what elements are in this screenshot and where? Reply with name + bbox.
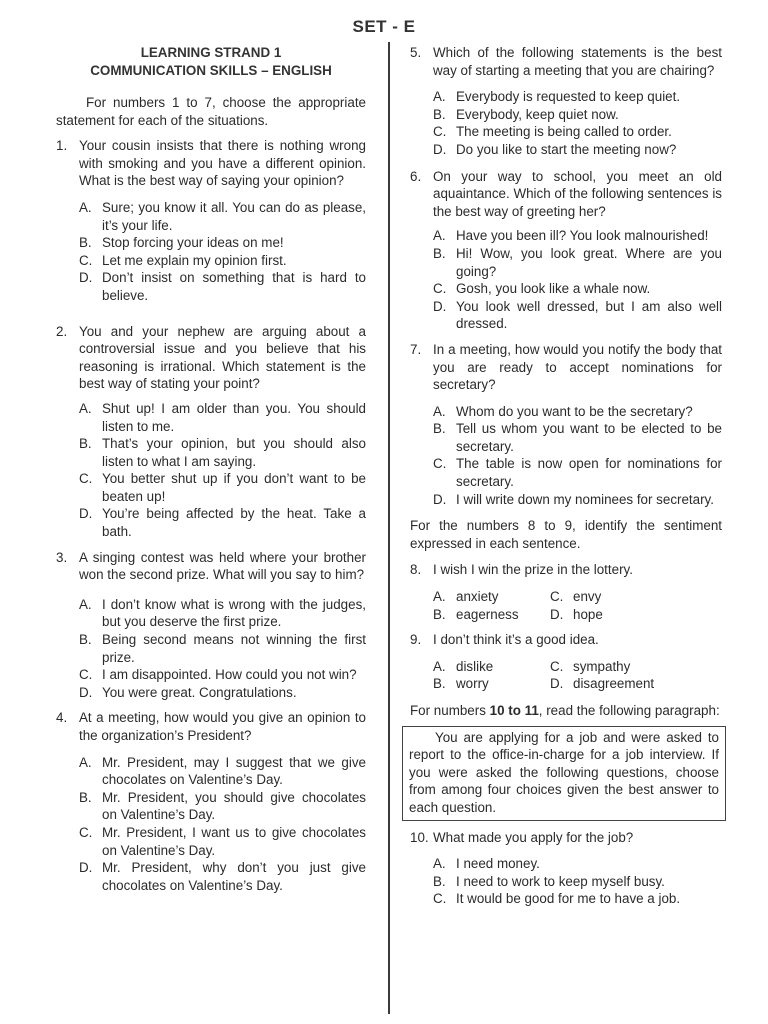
question-10 bbox=[410, 829, 722, 847]
right-column bbox=[410, 44, 722, 908]
question-text: I don’t think it’s a good idea. bbox=[433, 632, 599, 648]
question-text: On your way to school, you meet an old aquaintance. Which of the following sentences is the best way of greeting her? bbox=[433, 168, 722, 219]
option-a[interactable]: A. dislike bbox=[433, 658, 494, 674]
option-a[interactable]: A. Sure; you know it all. You can do as please, it’s your life. bbox=[79, 199, 366, 233]
set-title: SET - E bbox=[352, 17, 416, 36]
option-d[interactable]: D. Do you like to start the meeting now? bbox=[433, 141, 677, 157]
question-number: 8. bbox=[410, 562, 422, 578]
options-q7 bbox=[410, 403, 722, 509]
question-number: 2. bbox=[56, 323, 68, 339]
strand-heading: LEARNING STRAND 1 bbox=[140, 45, 282, 60]
question-2 bbox=[56, 323, 366, 393]
option-a[interactable]: A. Have you been ill? You look malnourished! bbox=[433, 228, 709, 244]
left-column bbox=[56, 44, 366, 894]
question-number: 3. bbox=[56, 549, 68, 565]
options-q1 bbox=[56, 199, 366, 305]
options-q5 bbox=[410, 88, 722, 158]
option-b[interactable]: B. Being second means not winning the first prize. bbox=[79, 632, 366, 665]
option-d[interactable]: D. disagreement bbox=[550, 676, 655, 692]
option-c[interactable]: C. The meeting is being called to order. bbox=[433, 124, 672, 140]
option-a[interactable]: A. I need money. bbox=[433, 856, 540, 872]
question-text: Which of the following statements is the best way of starting a meeting that you are chairing? bbox=[433, 45, 722, 78]
question-number: 7. bbox=[410, 341, 422, 357]
option-c[interactable]: C. Mr. President, I want us to give chocolates on Valentine’s Day. bbox=[79, 824, 366, 858]
question-text: Your cousin insists that there is nothing wrong with smoking and you have a different opinion. What is the best way of saying your opinion? bbox=[79, 138, 366, 189]
options-q4 bbox=[56, 754, 366, 895]
option-c[interactable]: C. Gosh, you look like a whale now. bbox=[433, 281, 651, 297]
option-c[interactable]: C. I am disappointed. How could you not win? bbox=[79, 667, 357, 683]
option-b[interactable]: B. I need to work to keep myself busy. bbox=[433, 873, 665, 889]
question-9 bbox=[410, 631, 722, 649]
option-d[interactable]: D. You’re being affected by the heat. Take a bath. bbox=[79, 506, 366, 540]
option-a[interactable]: A. Everybody is requested to keep quiet. bbox=[433, 89, 681, 105]
question-4 bbox=[56, 709, 366, 744]
option-b[interactable]: B. worry bbox=[433, 676, 489, 692]
question-7 bbox=[410, 341, 722, 394]
option-b[interactable]: B. Stop forcing your ideas on me! bbox=[79, 235, 284, 251]
option-a[interactable]: A. Whom do you want to be the secretary? bbox=[433, 403, 693, 419]
option-b[interactable]: B. Mr. President, you should give chocolates on Valentine’s Day. bbox=[79, 789, 366, 823]
options-q2 bbox=[56, 400, 366, 541]
option-d[interactable]: D. You were great. Congratulations. bbox=[79, 684, 297, 700]
question-number: 6. bbox=[410, 168, 422, 184]
option-b[interactable]: B. Hi! Wow, you look great. Where are you going? bbox=[433, 245, 722, 279]
job-interview-paragraph: You are applying for a job and were asked to report to the office-in-charge for a job interview. If you were asked the following questions, choose from among four choices given the best answer to each question. bbox=[402, 726, 726, 821]
option-b[interactable]: B. Everybody, keep quiet now. bbox=[433, 106, 619, 122]
question-number: 5. bbox=[410, 45, 422, 60]
question-text: What made you apply for the job? bbox=[433, 829, 634, 845]
question-1 bbox=[56, 137, 366, 190]
option-b[interactable]: B. Tell us whom you want to be elected to be secretary. bbox=[433, 421, 722, 454]
option-b[interactable]: B. eagerness bbox=[433, 606, 519, 622]
column-divider bbox=[388, 42, 390, 1014]
option-a[interactable]: A. Mr. President, may I suggest that we give chocolates on Valentine’s Day. bbox=[79, 754, 366, 788]
option-d[interactable]: D. You look well dressed, but I am also well dressed. bbox=[433, 298, 722, 332]
option-a[interactable]: A. I don’t know what is wrong with the judges, but you deserve the first prize. bbox=[79, 596, 366, 630]
question-text: You and your nephew are arguing about a controversial issue and you believe that his reasoning is irrational. Which statement is the best way of stating your point? bbox=[79, 323, 366, 392]
question-text: At a meeting, how would you give an opinion to the organization’s President? bbox=[79, 710, 366, 743]
options-q10 bbox=[410, 855, 722, 908]
options-q9 bbox=[433, 658, 722, 693]
option-d[interactable]: D. hope bbox=[550, 606, 603, 622]
options-q3 bbox=[56, 596, 366, 702]
option-c[interactable]: C. It would be good for me to have a job. bbox=[433, 891, 681, 907]
instructions-1-7: For numbers 1 to 7, choose the appropriate statement for each of the situations. bbox=[56, 95, 366, 128]
option-b[interactable]: B. That’s your opinion, but you should also listen to what I am saying. bbox=[79, 436, 366, 469]
option-c[interactable]: C. Let me explain my opinion first. bbox=[79, 252, 287, 268]
question-number: 1. bbox=[56, 138, 68, 154]
question-text: In a meeting, how would you notify the body that you are ready to accept nominations for secretary? bbox=[433, 341, 722, 393]
option-a[interactable]: A. Shut up! I am older than you. You should listen to me. bbox=[79, 400, 366, 434]
question-text: I wish I win the prize in the lottery. bbox=[433, 562, 633, 578]
question-6 bbox=[410, 168, 722, 221]
option-a[interactable]: A. anxiety bbox=[433, 589, 499, 605]
options-q6 bbox=[410, 227, 722, 333]
options-q8 bbox=[433, 588, 722, 623]
question-number: 9. bbox=[410, 632, 422, 648]
option-d[interactable]: D. Mr. President, why don’t you just give chocolates on Valentine’s Day. bbox=[79, 860, 366, 893]
option-d[interactable]: D. I will write down my nominees for secretary. bbox=[433, 491, 714, 507]
question-8 bbox=[410, 561, 722, 579]
option-c[interactable]: C. sympathy bbox=[550, 658, 631, 674]
option-c[interactable]: C. The table is now open for nominations for secretary. bbox=[433, 456, 722, 490]
question-number: 10. bbox=[410, 829, 429, 845]
question-3 bbox=[56, 549, 366, 584]
question-text: A singing contest was held where your brother won the second prize. What will you say to him? bbox=[79, 549, 366, 583]
instructions-10-11: For numbers 10 to 11, read the following paragraph: bbox=[410, 703, 720, 718]
option-c[interactable]: C. envy bbox=[550, 589, 602, 605]
instructions-8-9: For the numbers 8 to 9, identify the sentiment expressed in each sentence. bbox=[410, 518, 722, 551]
question-5 bbox=[410, 44, 722, 79]
option-c[interactable]: C. You better shut up if you don’t want to be beaten up! bbox=[79, 471, 366, 504]
question-number: 4. bbox=[56, 710, 68, 726]
subject-heading: COMMUNICATION SKILLS – ENGLISH bbox=[90, 63, 332, 78]
option-d[interactable]: D. Don’t insist on something that is hard to believe. bbox=[79, 270, 366, 303]
